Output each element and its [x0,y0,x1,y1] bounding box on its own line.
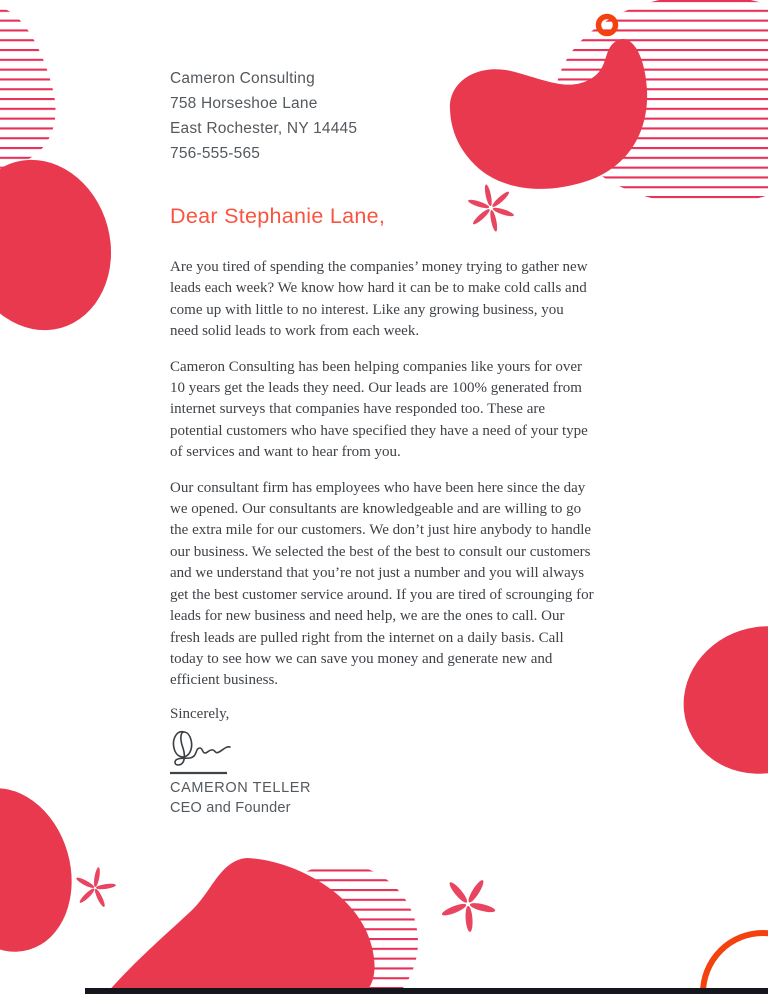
bottom-right-blob-decoration [648,602,768,792]
handwritten-signature [170,727,250,777]
signer-name: CAMERON TELLER [170,779,312,796]
salutation: Dear Stephanie Lane, [170,204,386,228]
paragraph-1: Are you tired of spending the companies’ money trying to gather new leads each week? We know how hard it can be to make cold calls and come up with little to no interest. Like any growing business, you need solid leads to work from each week. [170,259,588,340]
left-blob-decoration [0,155,120,335]
letter-body [170,257,594,692]
top-left-striped-blob-decoration [0,0,90,172]
address-line-1: 758 Horseshoe Lane [170,95,318,112]
company-name: Cameron Consulting [170,70,315,87]
paragraph-3: Our consultant firm has employees who have been here since the day we opened. Our consultants are knowledgeable and are willing to go the extra mile for our customers. We don’t just hire anybody to handle our business. We selected the best of the best to consult our customers and we understand that you’re not just a number and you will always get the best customer service around. If you are tired of scrounging for leads for new business and need help, we are the ones to call. Our fresh leads are pulled right from the internet on a daily basis. Call today to see how we can save you money and generate new and efficient business. [170,479,594,689]
flower-star-bottom-center-icon [440,876,496,932]
phone-number: 756-555-565 [170,145,261,162]
accent-ring-top-icon [599,17,616,34]
address-line-2: East Rochester, NY 14445 [170,120,358,137]
letterhead [170,66,594,166]
bottom-center-blob [106,858,375,994]
letter-content [170,66,594,816]
flower-star-bottom-left-icon [72,866,120,914]
closing: Sincerely, [170,705,230,722]
bottom-left-blob-decoration [0,788,120,958]
bottom-edge-bar [85,988,768,994]
paragraph-2: Cameron Consulting has been helping companies like yours for over 10 years get the leads they need. Our leads are 100% generated from internet surveys that companies have responded too. These are potential customers who have specified they have a need of your type of services and want to hear from you. [170,358,588,461]
bottom-right-ring-icon [692,926,768,994]
bottom-center-stripes [262,864,418,994]
bottom-center-decoration-group [100,840,430,994]
signer-title: CEO and Founder [170,799,291,816]
